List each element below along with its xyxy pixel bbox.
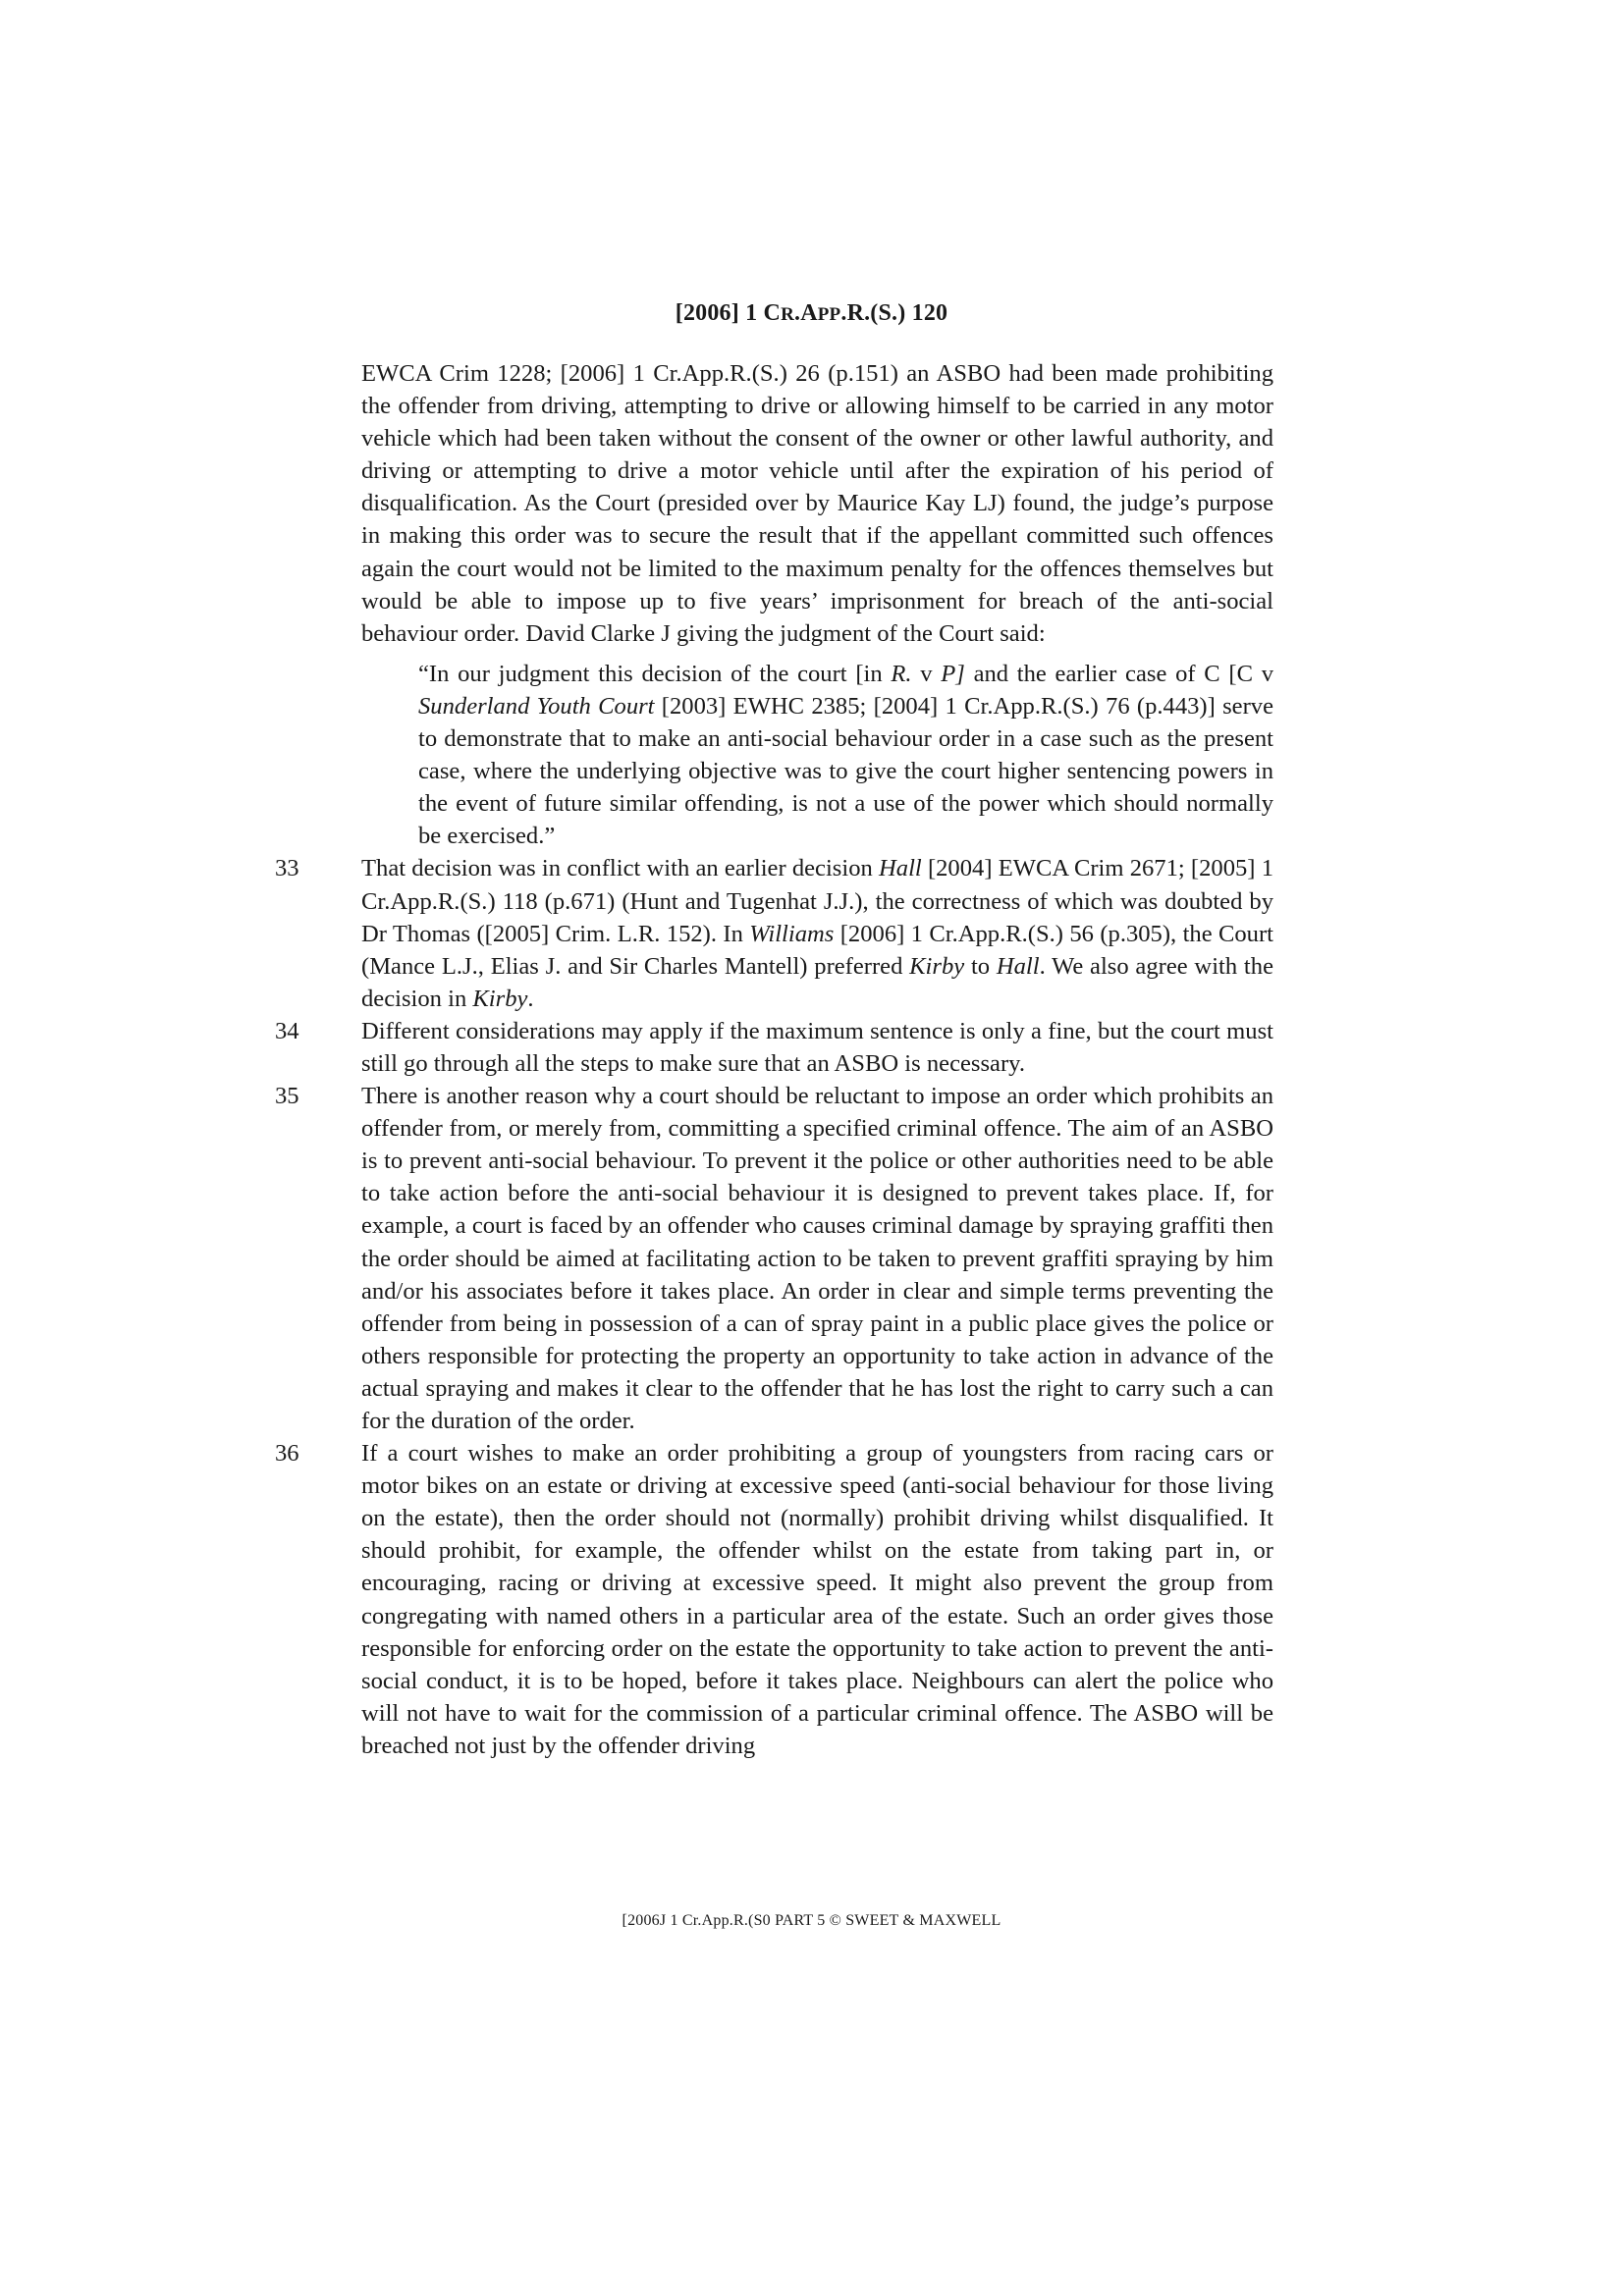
paragraph-34: 34 Different considerations may apply if the maximum sentence is only a fine, but the court must still go through all the steps to make sure that an ASBO is necessary. bbox=[361, 1015, 1273, 1080]
page-body bbox=[275, 357, 1274, 1762]
paragraph-number: 36 bbox=[275, 1440, 299, 1468]
paragraph-number: 34 bbox=[275, 1017, 299, 1044]
paragraph-number: 33 bbox=[275, 855, 299, 882]
running-header: [2006] 1 CR.APP.R.(S.) 120 bbox=[675, 300, 948, 326]
block-quote: “In our judgment this decision of the court [in R. v P] and the earlier case of C [C v Sunderland Youth Court [2003] EWHC 2385; [2004] 1 Cr.App.R.(S.) 76 (p.443)] serve to demonstrate that to make an anti-social behaviour order in a case such as the present case, where the underlying objective was to give the court higher sentencing powers in the event of future similar offending, is not a use of the power which should normally be exercised.” bbox=[418, 660, 1273, 850]
page-footer: [2006J 1 Cr.App.R.(S0 PART 5 © SWEET & MAXWELL bbox=[622, 1912, 1001, 1929]
paragraph-35: 35 There is another reason why a court should be reluctant to impose an order which prohibits an offender from, or merely from, committing a specified criminal offence. The aim of an ASBO is to prevent anti-social behaviour. To prevent it the police or other authorities need to be able to take action before the anti-social behaviour it is designed to prevent takes place. If, for example, a court is faced by an offender who causes criminal damage by spraying graffiti then the order should be aimed at facilitating action to be taken to prevent graffiti spraying by him and/or his associates before it takes place. An order in clear and simple terms preventing the offender from being in possession of a can of spray paint in a public place gives the police or others responsible for protecting the property an opportunity to take action in advance of the actual spraying and makes it clear to the offender that he has lost the right to carry such a can for the duration of the order. bbox=[361, 1080, 1273, 1437]
paragraph-continued: EWCA Crim 1228; [2006] 1 Cr.App.R.(S.) 26 (p.151) an ASBO had been made prohibiting the offender from driving, attempting to drive or allowing himself to be carried in any motor vehicle which had been taken without the consent of the owner or other lawful authority, and driving or attempting to drive a motor vehicle until after the expiration of his period of disqualification. As the Court (presided over by Maurice Kay LJ) found, the judge’s purpose in making this order was to secure the result that if the appellant committed such offences again the court would not be limited to the maximum penalty for the offences themselves but would be able to impose up to five years’ imprisonment for breach of the anti-social behaviour order. David Clarke J giving the judgment of the Court said: bbox=[361, 360, 1273, 647]
paragraph-36: 36 If a court wishes to make an order prohibiting a group of youngsters from racing cars or motor bikes on an estate or driving at excessive speed (anti-social behaviour for those living on the estate), then the order should not (normally) prohibit driving whilst disqualified. It should prohibit, for example, the offender whilst on the estate from taking part in, or encouraging, racing or driving at excessive speed. It might also prevent the group from congregating with named others in a particular area of the estate. Such an order gives those responsible for enforcing order on the estate the opportunity to take action to prevent the anti-social conduct, it is to be hoped, before it takes place. Neighbours can alert the police who will not have to wait for the commission of a particular criminal offence. The ASBO will be breached not just by the offender driving bbox=[361, 1437, 1273, 1762]
paragraph-33: 33 That decision was in conflict with an earlier decision Hall [2004] EWCA Crim 2671; [2005] 1 Cr.App.R.(S.) 118 (p.671) (Hunt and Tugenhat J.J.), the correctness of which was doubted by Dr Thomas ([2005] Crim. L.R. 152). In Williams [2006] 1 Cr.App.R.(S.) 56 (p.305), the Court (Mance L.J., Elias J. and Sir Charles Mantell) preferred Kirby to Hall. We also agree with the decision in Kirby. bbox=[361, 852, 1273, 1014]
paragraph-number: 35 bbox=[275, 1083, 299, 1110]
